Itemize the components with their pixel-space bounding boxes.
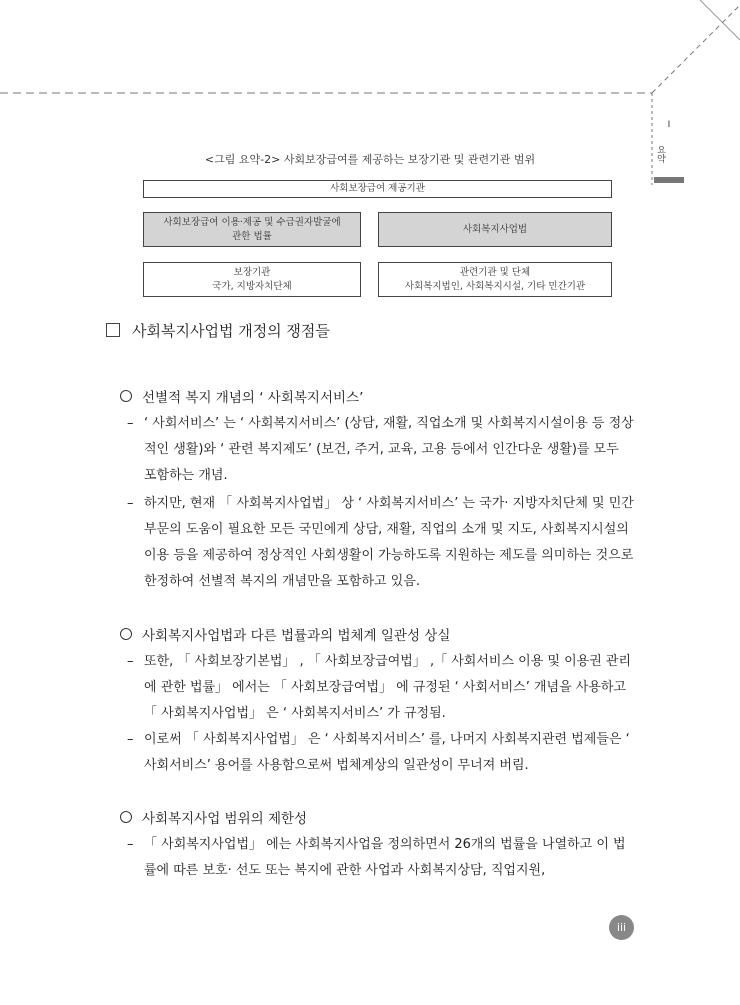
paragraph: – 「 사회복지사업법」 에는 사회복지사업을 정의하면서 26개의 법률을 나열하고 이 법률에 따른 보호· 선도 또는 복지에 관한 사업과 사회복지상담, 직업지원,: [127, 837, 626, 878]
item-heading-text: 사회복지사업법과 다른 법률과의 법체계 일관성 상실: [142, 628, 451, 644]
circle-bullet-icon: [120, 628, 132, 640]
paragraph-text: 하지만, 현재 「 사회복지사업법」 상 ‘ 사회복지서비스’ 는 국가· 지방자치단체 및 민간부문의 도움이 필요한 모든 국민에게 상담, 재활, 직업의 소개 및 지도, 사회복지시설의 이용 등을 제공하여 정상적인 사회생활이 가능하도록 지원하는 제도를 의미하는 것으로 한정하여 선별적 복지의 개념만을 포함하고 있음.: [144, 496, 634, 589]
paragraph: – ‘ 사회서비스’ 는 ‘ 사회복지서비스’ (상담, 재활, 직업소개 및 사회복지시설이용 등 정상적인 생활)와 ‘ 관련 복지제도’ (보건, 주거, 교육, 고용 등에서 인간다운 생활)를 모두 포함하는 개념.: [127, 416, 634, 483]
law-box-right-label: 사회복지사업법: [462, 223, 528, 235]
item-heading-text: 사회복지사업 범위의 제한성: [142, 811, 308, 827]
law-box-left: [143, 212, 361, 247]
provider-box: [143, 180, 612, 198]
paragraph-text: 「 사회복지사업법」 에는 사회복지사업을 정의하면서 26개의 법률을 나열하고 이 법률에 따른 보호· 선도 또는 복지에 관한 사업과 사회복지상담, 직업지원,: [144, 837, 626, 878]
paragraph: – 하지만, 현재 「 사회복지사업법」 상 ‘ 사회복지서비스’ 는 국가· 지방자치단체 및 민간부문의 도움이 필요한 모든 국민에게 상담, 재활, 직업의 소개 및 지도, 사회복지시설의 이용 등을 제공하여 정상적인 사회생활이 가능하도록 지원하는 제도를 의미하는 것으로 한정하여 선별적 복지의 개념만을 포함하고 있음.: [127, 496, 634, 589]
section-title-text: 사회복지사업법 개정의 쟁점들: [132, 322, 330, 340]
org-box-right-title: 관련기관 및 단체: [459, 266, 531, 278]
org-box-left: [143, 262, 361, 297]
org-box-right-desc: 사회복지법인, 사회복지시설, 기타 민간기관: [404, 280, 586, 292]
paragraph: – 이로써 「 사회복지사업법」 은 ‘ 사회복지서비스’ 를, 나머지 사회복지관련 법제들은 ‘ 사회서비스’ 용어를 사용함으로써 법체계상의 일관성이 무너져 버림.: [127, 732, 630, 773]
org-box-left-title: 보장기관: [233, 266, 271, 278]
org-box-left-desc: 국가, 지방자치단체: [212, 280, 292, 292]
square-bullet-icon: [106, 323, 120, 337]
item-heading: [120, 624, 450, 644]
item-heading: [120, 386, 363, 406]
paragraph: – 또한, 「 사회보장기본법」 , 「 사회보장급여법」 ,「 사회서비스 이용 및 이용권 관리에 관한 법률」 에서는 「 사회보장급여법」 에 규정된 ‘ 사회서비스’ 개념을 사용하고 「 사회복지사업법」 은 ‘ 사회복지서비스’ 가 규정됨.: [127, 654, 632, 721]
chapter-tab-bar: [654, 177, 684, 183]
page-number: iii: [609, 915, 634, 940]
circle-bullet-icon: [120, 390, 132, 402]
paragraph-text: 이로써 「 사회복지사업법」 은 ‘ 사회복지서비스’ 를, 나머지 사회복지관련 법제들은 ‘ 사회서비스’ 용어를 사용함으로써 법체계상의 일관성이 무너져 버림.: [144, 732, 630, 773]
paragraph-text: ‘ 사회서비스’ 는 ‘ 사회복지서비스’ (상담, 재활, 직업소개 및 사회복지시설이용 등 정상적인 생활)와 ‘ 관련 복지제도’ (보건, 주거, 교육, 고용 등에서 인간다운 생활)를 모두 포함하는 개념.: [144, 416, 634, 483]
item-heading: [120, 807, 307, 827]
org-box-right: [378, 262, 612, 297]
chapter-label: 요약: [655, 145, 665, 163]
section-title: [106, 320, 330, 341]
circle-bullet-icon: [120, 811, 132, 823]
law-box-right: [378, 212, 612, 247]
chapter-roman: I: [667, 120, 671, 130]
law-box-left-label: 사회보장급여 이용·제공 및 수급권자발굴에 관한 법률: [163, 216, 341, 242]
figure-caption: <그림 요약-2> 사회보장급여를 제공하는 보장기관 및 관련기관 범위: [204, 153, 536, 166]
item-heading-text: 선별적 복지 개념의 ‘ 사회복지서비스’: [142, 390, 364, 406]
paragraph-text: 또한, 「 사회보장기본법」 , 「 사회보장급여법」 ,「 사회서비스 이용 및 이용권 관리에 관한 법률」 에서는 「 사회보장급여법」 에 규정된 ‘ 사회서비스’ 개념을 사용하고 「 사회복지사업법」 은 ‘ 사회복지서비스’ 가 규정됨.: [144, 654, 632, 721]
provider-box-label: 사회보장급여 제공기관: [330, 183, 425, 194]
